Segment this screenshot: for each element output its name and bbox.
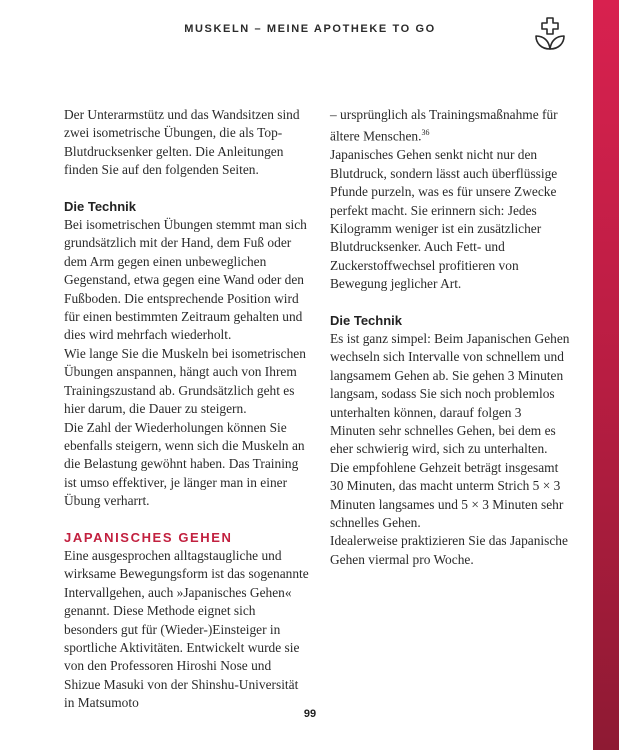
walking-time-paragraph: Die empfohlene Gehzeit beträgt insgesamt 30 Minuten, das macht unterm Strich 5 × 3 Minuten langsames und 5 × 3 Minuten sehr schnelles Gehen. [330, 459, 564, 530]
benefits-paragraph: Japanisches Gehen senkt nicht nur den Blutdruck, sondern lässt auch überflüssige Pfunde purzeln, was es für unsere Zwecke perfekt macht. Sie erinnern sich: Jedes Kilogramm weniger ist ein zusätzlicher Blutdrucksenker. Auch Fett- und Zuckerstoffwechsel profitieren von Bewegung jeglicher Art. [330, 147, 558, 292]
running-header: MUSKELN – MEINE APOTHEKE TO GO [184, 23, 436, 35]
japanese-walking-intro: Eine ausgesprochen alltagstaugliche und wirksame Bewegungsform ist das sogenannte Intervallgehen, auch »Japanisches Gehen« genannt. Diese Methode eignet sich besonders gut für (Wieder-)Einsteiger in sportliche Aktivitäten. Entwickelt wurde sie von den Professoren Hiroshi Nose und Shizue Masuki von der Shinshu-Universität in Matsumoto [64, 547, 309, 711]
technique-heading-right: Die Technik [330, 312, 403, 328]
frequency-paragraph: Idealerweise praktizieren Sie das Japanische Gehen viermal pro Woche. [330, 533, 568, 567]
technique-heading: Die Technik [64, 198, 137, 214]
intro-paragraph: Der Unterarmstütz und das Wandsitzen sind zwei isometrische Übungen, die als Top-Blutdrucksenker gelten. Die Anleitungen finden Sie auf den folgenden Seiten. [64, 107, 300, 178]
repetitions-paragraph: Die Zahl der Wiederholungen können Sie ebenfalls steigern, wenn sich die Muskeln an die Belastung gewöhnt haben. Das Training ist umso effektiver, je länger man in einer Übung verharrt. [64, 419, 305, 509]
duration-paragraph: Wie lange Sie die Muskeln bei isometrischen Übungen anspannen, hängt auch von Ihrem Trainingszustand ab. Grundsätzlich geht es hier darum, die Dauer zu steigern. [64, 345, 306, 417]
cross-leaves-icon [532, 14, 572, 54]
interval-paragraph: Es ist ganz simpel: Beim Japanischen Gehen wechseln sich Intervalle von schnellem und langsamem Gehen ab. Sie gehen 3 Minuten langsam, sodass Sie sich noch problemlos unterhalten können, darauf folgen 3 Minuten sehr schnelles Gehen, bei dem es eher schwierig wird, sich zu unterhalten. [330, 330, 570, 457]
footnote-reference: 36 [421, 128, 430, 138]
page-number: 99 [303, 708, 317, 720]
left-column [64, 106, 309, 713]
technique-paragraph: Bei isometrischen Übungen stemmt man sich grundsätzlich mit der Hand, dem Fuß oder dem Arm gegen einen unbeweglichen Gegenstand, etwa gegen eine Wand oder den Fußboden. Die entsprechende Position wird für einen bestimmten Zeitraum gehalten und dies wird mehrfach wiederholt. [64, 217, 307, 343]
origin-paragraph: – ursprünglich als Trainingsmaßnahme für ältere Menschen.$^{36}$ [330, 107, 558, 144]
color-sidebar [593, 0, 619, 750]
section-title: JAPANISCHES GEHEN [64, 529, 233, 545]
right-column [330, 106, 570, 569]
